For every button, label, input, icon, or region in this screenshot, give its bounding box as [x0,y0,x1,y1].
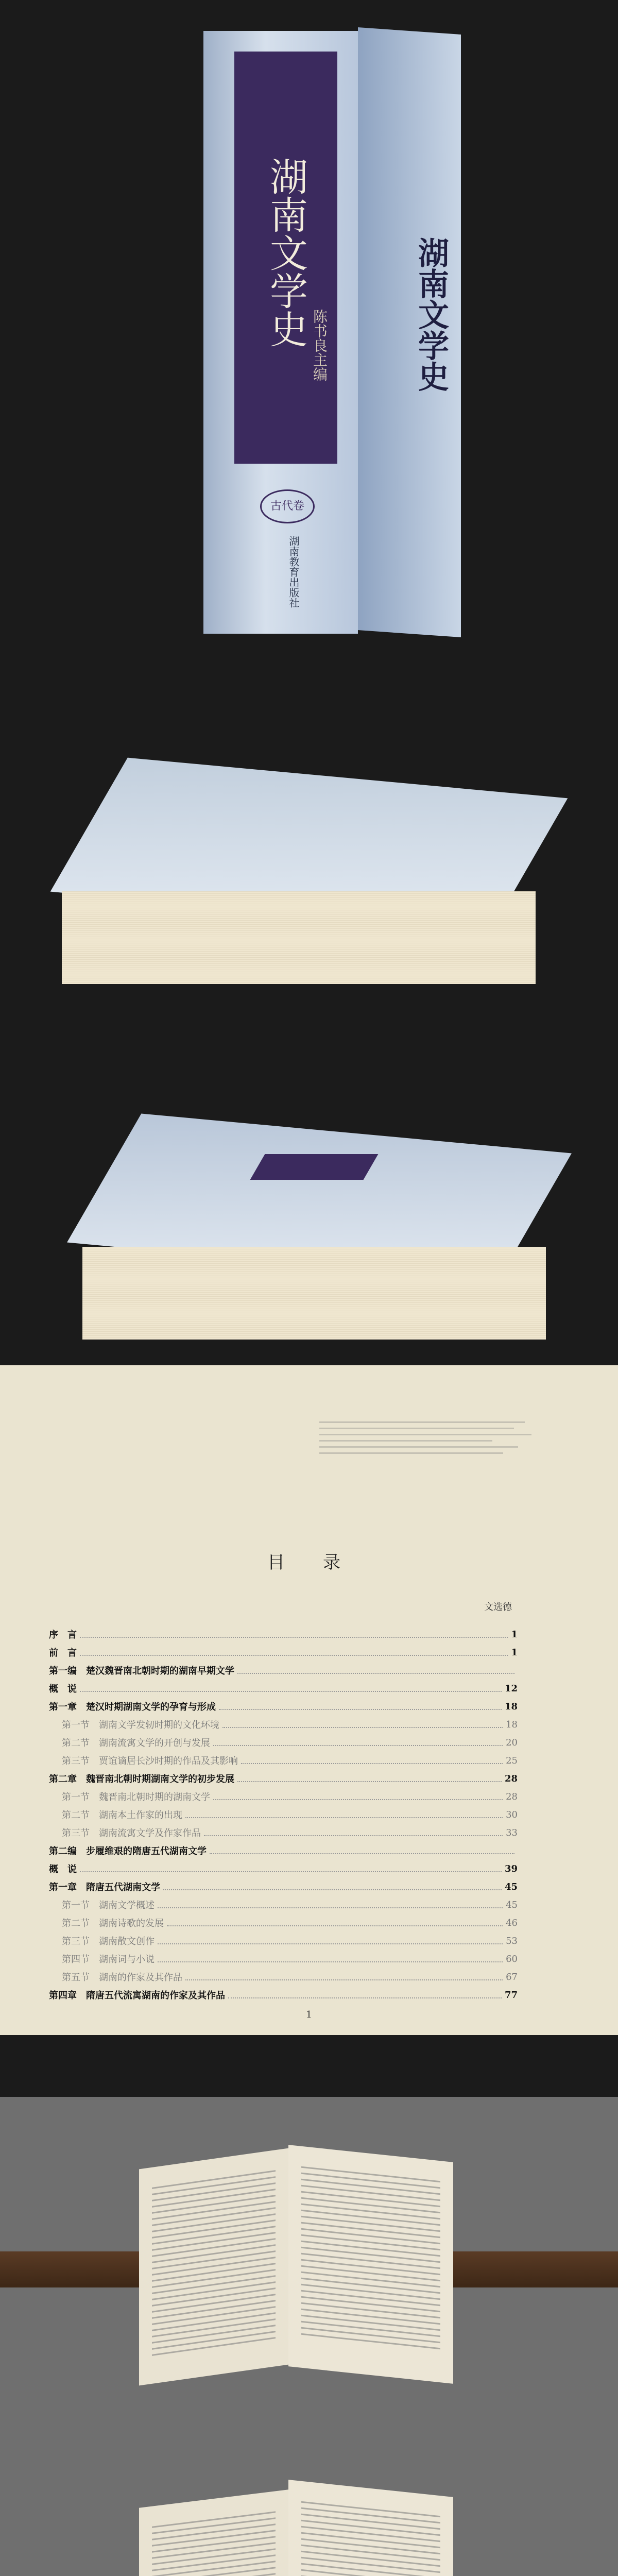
toc-entry-page: 46 [506,1917,518,1928]
wooden-block-left [0,2251,139,2287]
toc-leader-dots [80,1649,508,1656]
toc-entry-page: 18 [506,1719,518,1730]
toc-leader-dots [228,1991,502,1998]
toc-entry-page: 77 [504,1989,518,2001]
toc-entry-page: 33 [506,1827,518,1838]
toc-entry [49,1628,518,1640]
toc-entry-label: 第一节 湖南文学概述 [62,1900,154,1911]
toc-entry-label: 概 说 [49,1864,77,1875]
toc-entry-page: 67 [506,1971,518,1982]
toc-entry [49,1682,518,1694]
left-page-1 [139,2148,288,2386]
spine-seal: 古代卷 [260,489,315,523]
toc-entry-page: 45 [504,1881,518,1892]
toc-entry-label: 第二章 魏晋南北朝时期湖南文学的初步发展 [49,1774,234,1785]
toc-page [0,1365,618,2035]
toc-entry-label: 第二编 步履维艰的隋唐五代湖南文学 [49,1846,207,1857]
toc-entry [62,1718,518,1731]
photo-open-book-1 [0,2097,618,2432]
toc-entry-page: 12 [504,1683,518,1694]
toc-entry-label: 第四章 隋唐五代流寓湖南的作家及其作品 [49,1990,225,2001]
toc-entry-label: 第三节 贾谊谪居长沙时期的作品及其影响 [62,1756,238,1767]
photo-table-of-contents [0,1365,618,2097]
toc-leader-dots [213,1793,503,1800]
toc-entry-page: 28 [506,1791,518,1802]
spine-publisher: 湖南教育出版社 [287,536,300,608]
toc-entry-page: 45 [506,1899,518,1910]
toc-entry-page: 39 [504,1863,518,1874]
toc-heading: 目 录 [267,1552,351,1573]
toc-entry-label: 第一节 魏晋南北朝时期的湖南文学 [62,1792,210,1803]
toc-entry-label: 第三节 湖南流寓文学及作家作品 [62,1828,201,1839]
toc-entry [49,1989,518,2001]
toc-entry [62,1754,518,1767]
toc-entry-page: 20 [506,1737,518,1748]
toc-entry-label: 第三节 湖南散文创作 [62,1936,154,1947]
toc-entry [62,1899,518,1911]
toc-entry-label: 第一编 楚汉魏晋南北朝时期的湖南早期文学 [49,1666,234,1676]
spine-editor: 陈书良主编 [311,309,328,381]
toc-leader-dots [237,1667,514,1674]
toc-entry-page: 1 [511,1647,518,1658]
left-page-2 [139,2489,288,2576]
toc-entry-label: 序 言 [49,1630,77,1640]
toc-entry-label: 第四节 湖南词与小说 [62,1954,154,1965]
toc-leader-dots [241,1757,503,1764]
toc-entry [49,1844,518,1857]
cover-title-band [250,1154,379,1180]
cover-side-title: 湖南文学史 [413,237,449,392]
bleed-through-text [319,1417,536,1459]
book-page-block-bottom [82,1247,546,1340]
toc-leader-dots [237,1775,502,1782]
toc-leader-dots [222,1721,503,1728]
right-page-2 [288,2480,453,2576]
toc-leader-dots [158,1937,503,1944]
toc-leader-dots [185,1811,503,1818]
toc-leader-dots [185,1973,503,1980]
right-page-1 [288,2145,453,2384]
toc-leader-dots [210,1847,514,1854]
toc-entry-label: 前 言 [49,1648,77,1658]
toc-leader-dots [158,1901,503,1908]
toc-leader-dots [167,1919,503,1926]
book-page-block [62,891,536,984]
toc-entry-label: 第一章 楚汉时期湖南文学的孕育与形成 [49,1702,216,1713]
toc-entry [62,1971,518,1983]
toc-leader-dots [158,1955,503,1962]
toc-entry-page: 25 [506,1755,518,1766]
toc-entry-page: 18 [504,1701,518,1712]
toc-leader-dots [80,1685,502,1692]
toc-entry [62,1935,518,1947]
toc-entry-label: 第一节 湖南文学发轫时期的文化环境 [62,1720,219,1731]
toc-entry-label: 第二节 湖南流寓文学的开创与发展 [62,1738,210,1749]
toc-entry-label: 第二节 湖南诗歌的发展 [62,1918,164,1929]
toc-leader-dots [213,1739,503,1746]
toc-entry-label: 第一章 隋唐五代湖南文学 [49,1882,160,1893]
toc-entry [62,1790,518,1803]
photo-top-edge [0,665,618,1015]
wooden-block-right [453,2251,618,2287]
toc-author-note: 文选德 [484,1602,512,1613]
toc-leader-dots [80,1865,502,1872]
toc-leader-dots [163,1883,502,1890]
toc-entry [62,1736,518,1749]
toc-leader-dots [204,1829,503,1836]
toc-entry-label: 概 说 [49,1684,77,1694]
toc-entry-label: 第五节 湖南的作家及其作品 [62,1972,182,1983]
toc-entry [62,1808,518,1821]
toc-entry [49,1862,518,1875]
toc-entry-page: 53 [506,1935,518,1946]
toc-entry-page: 1 [511,1629,518,1640]
toc-folio: 1 [306,2009,312,2020]
toc-entry [49,1880,518,1893]
toc-leader-dots [219,1703,502,1710]
toc-entry [62,1826,518,1839]
toc-entry-page: 60 [506,1953,518,1964]
toc-entry [62,1953,518,1965]
toc-entry [62,1917,518,1929]
toc-leader-dots [80,1631,508,1638]
toc-entry [49,1664,518,1676]
photo-spine [0,0,618,665]
toc-entry-label: 第二节 湖南本土作家的出现 [62,1810,182,1821]
photo-bottom-edge [0,1015,618,1365]
toc-entry-page: 30 [506,1809,518,1820]
toc-entry-page: 28 [504,1773,518,1784]
toc-entry [49,1772,518,1785]
toc-entry [49,1700,518,1713]
toc-entry [49,1646,518,1658]
photo-open-book-2 [0,2432,618,2576]
spine-title: 湖南文学史 [264,157,308,348]
